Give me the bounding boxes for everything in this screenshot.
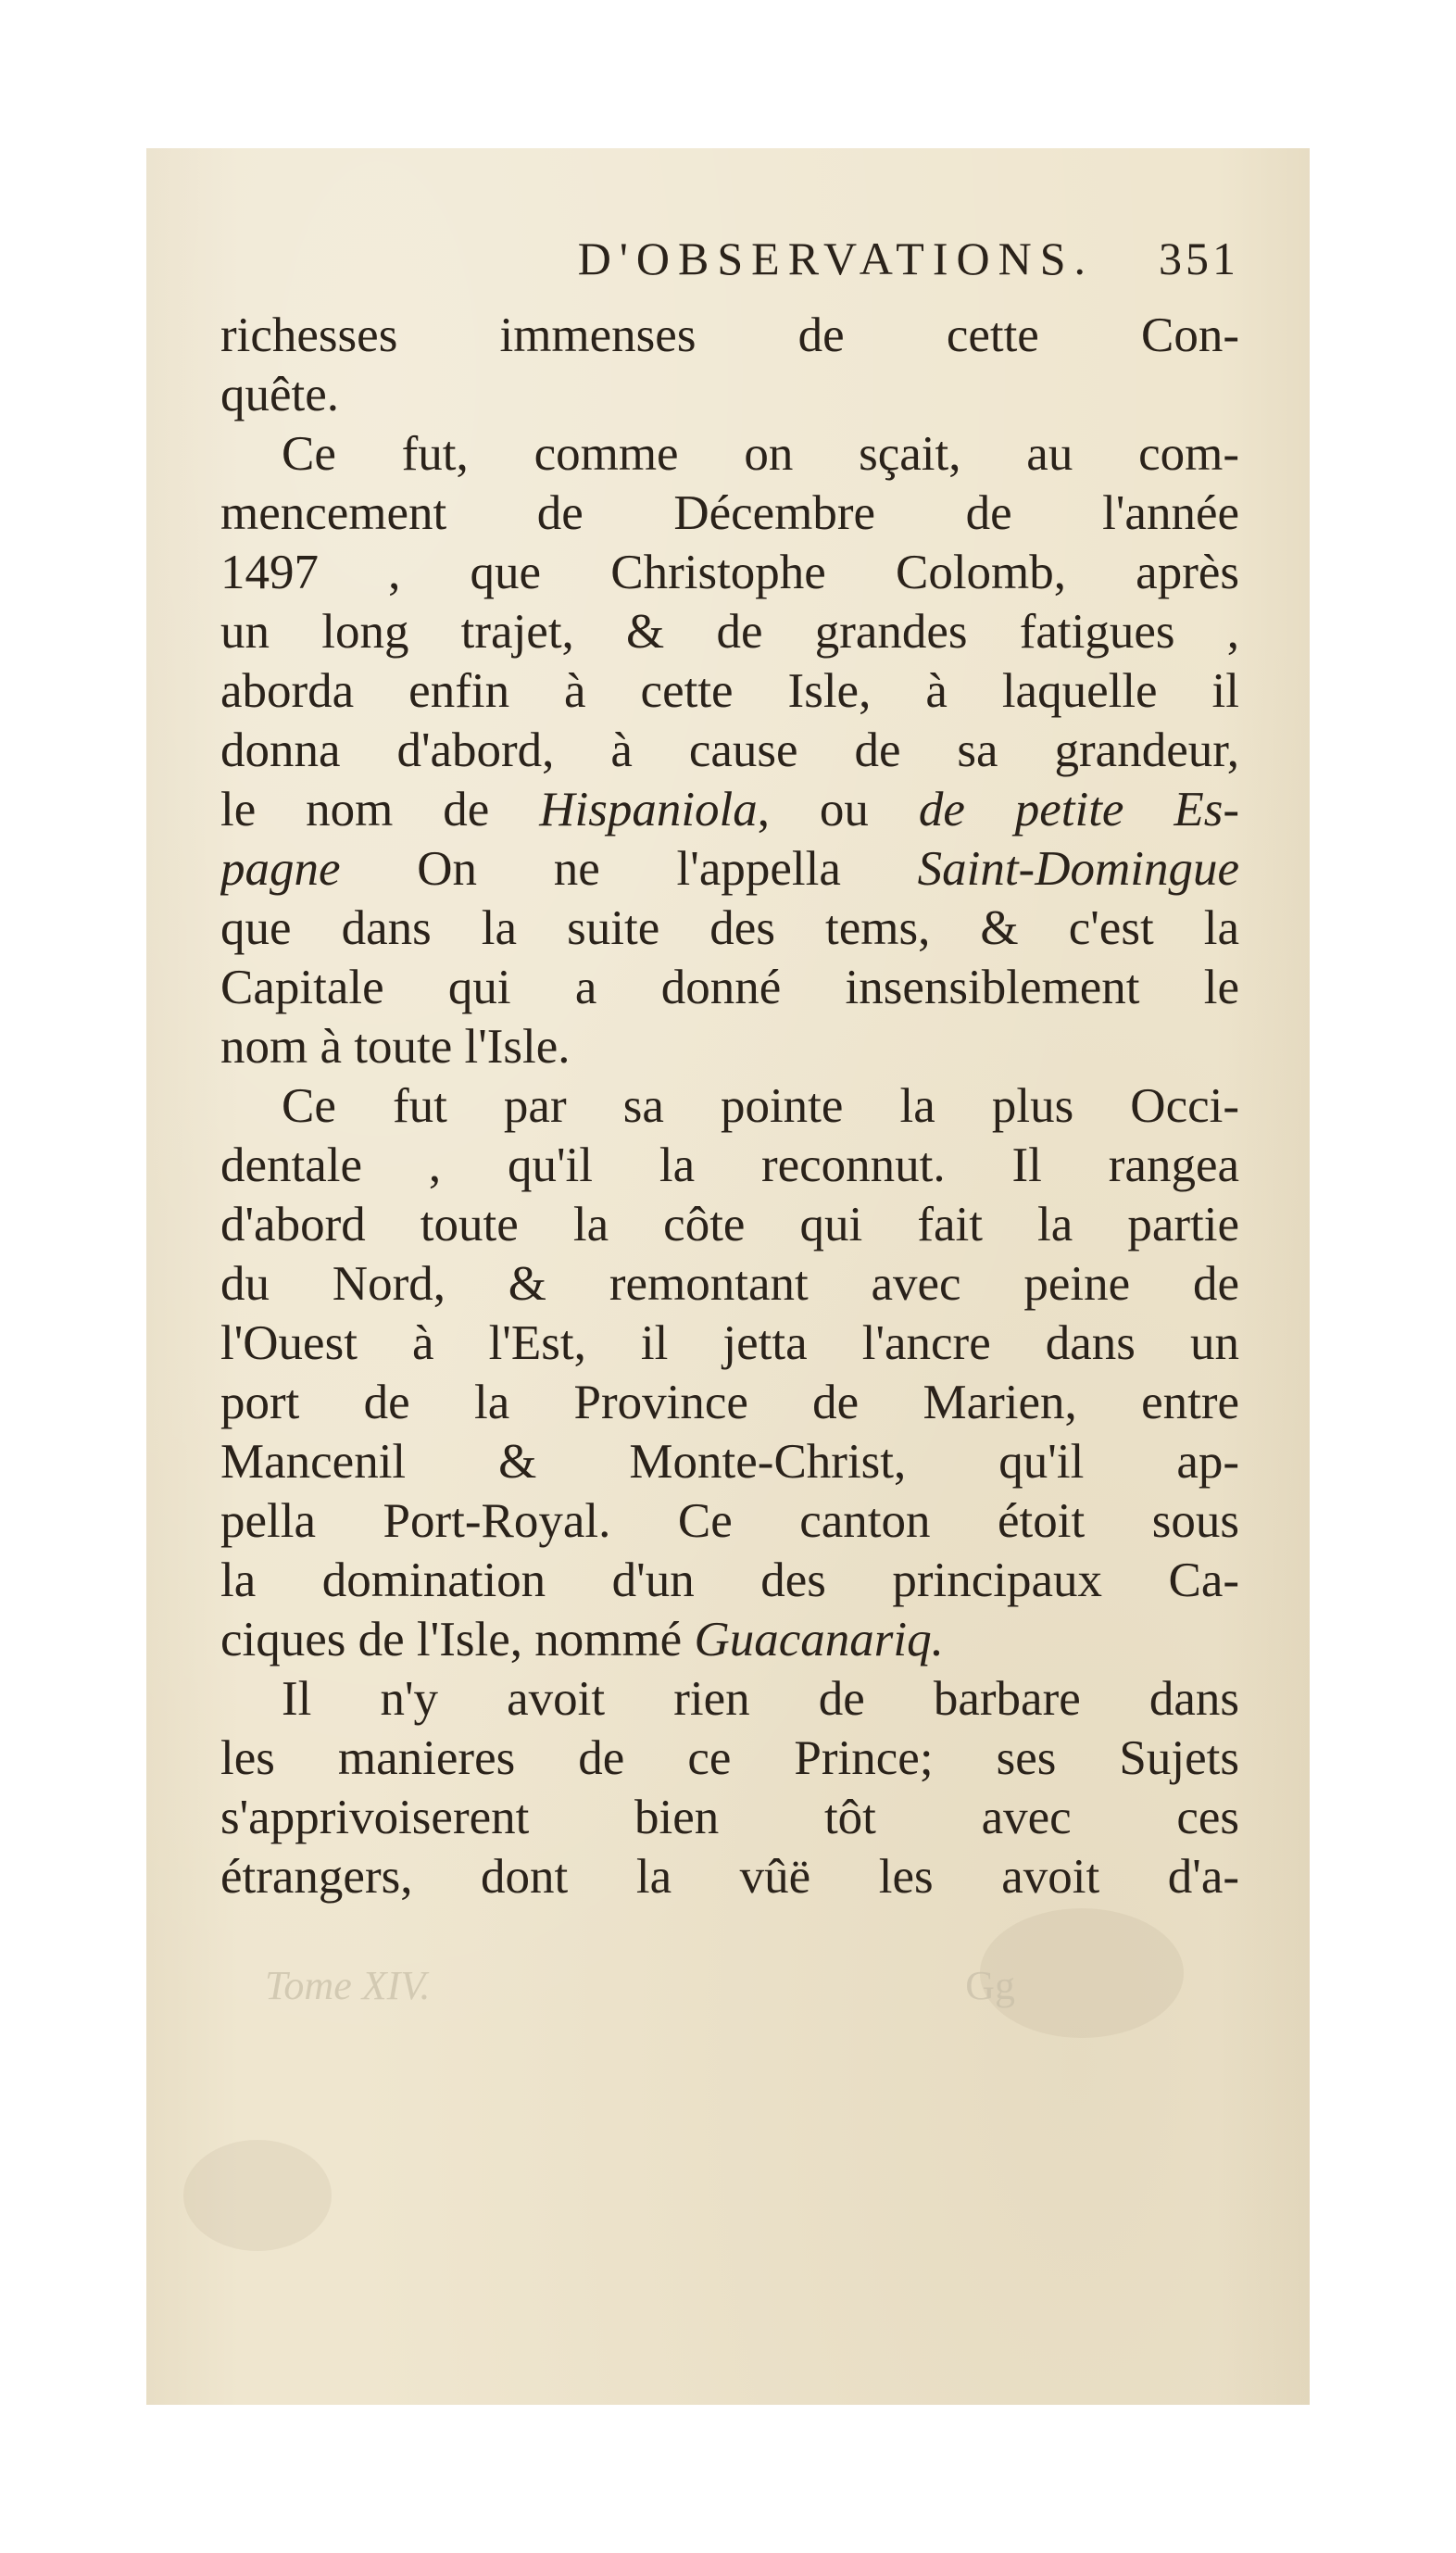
catchword: Gg xyxy=(965,1963,1015,2008)
text-line: s'apprivoiserent bien tôt avec ces xyxy=(220,1791,1239,1844)
italic-phrase: Guacanariq. xyxy=(694,1613,944,1666)
text-line: mencement de Décembre de l'année xyxy=(220,486,1239,540)
text-line: Capitale qui a donné insensiblement le xyxy=(220,961,1239,1014)
text-line: que dans la suite des tems, & c'est la xyxy=(220,901,1239,955)
italic-phrase: Saint-Domingue xyxy=(917,842,1239,896)
text-run: On ne l'appella xyxy=(340,842,918,896)
text-line xyxy=(220,839,1239,899)
text-run: , ou xyxy=(757,783,919,836)
text-line xyxy=(220,1610,1239,1669)
text-line: aborda enfin à cette Isle, à laquelle il xyxy=(220,664,1239,718)
text-line: donna d'abord, à cause de sa grandeur, xyxy=(220,723,1239,777)
italic-phrase: pagne xyxy=(220,842,341,896)
text-line: port de la Province de Marien, entre xyxy=(220,1376,1239,1429)
text-run: ciques de l'Isle, nommé xyxy=(220,1613,695,1666)
body-text xyxy=(220,306,1239,1906)
text-line: Ce fut par sa pointe la plus Occi- xyxy=(282,1079,1239,1133)
page-text xyxy=(220,232,1239,1906)
text-line: pella Port-Royal. Ce canton étoit sous xyxy=(220,1494,1239,1548)
text-line: Mancenil & Monte-Christ, qu'il ap- xyxy=(220,1435,1239,1489)
text-line: les manieres de ce Prince; ses Sujets xyxy=(220,1731,1239,1785)
text-line: l'Ouest à l'Est, il jetta l'ancre dans un xyxy=(220,1316,1239,1370)
footer xyxy=(219,1962,1015,2009)
text-line: d'abord toute la côte qui fait la partie xyxy=(220,1198,1239,1251)
text-line: 1497 , que Christophe Colomb, après xyxy=(220,546,1239,599)
italic-phrase: de petite Es- xyxy=(918,783,1239,836)
text-line: un long trajet, & de grandes fatigues , xyxy=(220,605,1239,659)
text-line: quête. xyxy=(220,368,340,421)
text-run: le nom de xyxy=(220,783,540,836)
text-line xyxy=(220,780,1239,839)
text-line: Ce fut, comme on sçait, au com- xyxy=(282,427,1239,481)
text-line: dentale , qu'il la reconnut. Il rangea xyxy=(220,1138,1239,1192)
paper-stain xyxy=(183,2140,332,2251)
running-title: D'OBSERVATIONS. xyxy=(577,233,1094,284)
text-line: Il n'y avoit rien de barbare dans xyxy=(282,1672,1239,1726)
italic-phrase: Hispaniola xyxy=(539,783,758,836)
text-line: du Nord, & remontant avec peine de xyxy=(220,1257,1239,1311)
scanned-page xyxy=(146,148,1310,2405)
running-head xyxy=(220,232,1239,306)
text-line: nom à toute l'Isle. xyxy=(220,1020,571,1074)
page-number: 351 xyxy=(1159,233,1239,284)
text-line: étrangers, dont la vûë les avoit d'a- xyxy=(220,1850,1239,1904)
text-line: la domination d'un des principaux Ca- xyxy=(220,1553,1239,1607)
text-line: richesses immenses de cette Con- xyxy=(220,308,1239,362)
signature-mark: Tome XIV. xyxy=(265,1963,431,2008)
